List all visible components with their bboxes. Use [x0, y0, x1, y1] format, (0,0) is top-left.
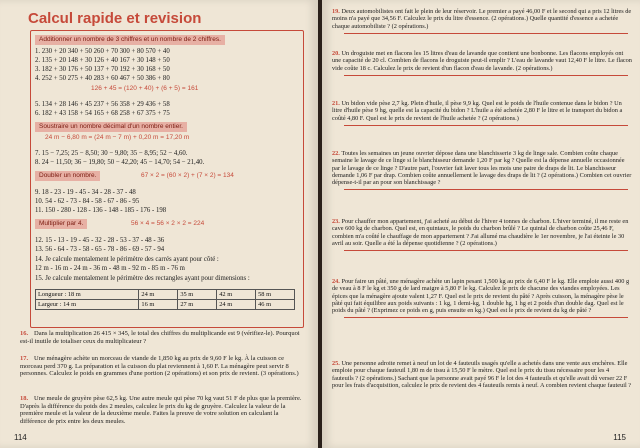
problem-text: Un bidon vide pèse 2,7 kg. Plein d'huile, il pèse 9,9 kg. Quel est le poids de l'huile contenue dans le bidon ? Un litre d'huile pèse 9 hg, quelle est la capacité du bidon ? L'huile a été achetée 2,80 F le litre et le transport du bidon a coûté 4,80 F. Quel est le prix de revient de l'huile achetée ? (2 opérations.) — [332, 100, 623, 122]
exercise-row: 15. Je calcule mentalement le périmètre des rectangles ayant pour dimensions : — [35, 275, 250, 282]
divider — [344, 250, 628, 251]
problem-text: Une ménagère achète un morceau de viande de 1,850 kg au prix de 9,60 F le kg. À la cuisson ce morceau perd 370 g. La préparation et la cuisson du plat reviennent à 1,60 F. La ménagère peut servir 8 personnes. Calculez le poids en grammes d'une portion (2 opérations) et son prix de revient. (3 opérations.) — [20, 355, 299, 377]
divider — [344, 317, 628, 318]
exercise-row: 8. 24 − 11,50; 36 − 19,80; 50 − 42,20; 45 − 14,70; 54 − 21,40. — [35, 159, 205, 166]
problem-text: Dans la multiplication 26 415 × 345, le total des chiffres du multiplicande est 9 (vérifiez-le). Pourquoi est-il inutile de totaliser ceux du multiplicateur ? — [20, 330, 300, 345]
worked-example: 24 m − 6,80 m = (24 m − 7 m) + 0,20 m = 17,20 m — [45, 134, 190, 141]
section-heading-subtraction: Soustraire un nombre décimal d'un nombre entier. — [35, 122, 187, 132]
exercise-row: 4. 252 + 50 275 + 40 283 + 60 467 + 50 386 + 80 — [35, 75, 170, 82]
exercise-row: 1. 230 + 20 340 + 50 260 + 70 300 + 80 570 + 40 — [35, 48, 170, 55]
exercise-box — [30, 30, 304, 328]
table-cell: 24 m — [139, 290, 178, 300]
worked-example: 67 × 2 = (60 × 2) + (7 × 2) = 134 — [141, 172, 234, 179]
problem-text: Un droguiste met en flacons les 15 litres d'eau de lavande que contient une bonbonne. Les flacons employés ont une capacité de 20 cl. Combien de flacons le droguiste peut-il emplir ? L'eau de lavande vaut 12,40 F le litre. Le flacon vide coûte 18 c. Calculez le prix de revient d'un flacon d'eau de lavande. (2 opérations.) — [332, 50, 632, 72]
exercise-row: 13. 56 - 64 - 73 - 58 - 65 - 78 - 86 - 69 - 57 - 94 — [35, 246, 165, 253]
exercise-row: 2. 135 + 20 148 + 30 126 + 40 167 + 30 148 + 50 — [35, 57, 170, 64]
problem-25: 25. Une personne adroite remet à neuf un lot de 4 fauteuils usagés qu'elle a achetés dans une vente aux enchères. Elle emploie pour chaque fauteuil 1,80 m de tissu à 15,50 F le mètre. Quel est le prix du tissu nécessaire pour les 4 fauteuils ? (2 opérations.) Sachant que la personne avait payé 96 F le lot des 4 fauteuils et qu'elle avait dû verser 22 F pour les frais d'acquisition, calculez le prix de revient des 4 fauteuils remis à neuf. A combien revient chaque fauteuil ? — [332, 360, 632, 389]
problem-text: Toutes les semaines un jeune ouvrier dépose dans une blanchisserie 3 kg de linge sale. Combien coûte chaque semaine le lavage de ce linge si le blanchisseur demande 1,20 F par kg ? Quelle est la dépense annuelle occasionnée par le lavage de ce linge ? D'autre part, l'ouvrier fait laver tous les mois une paire de draps de lit. Le blanchisseur demande 1,06 F par drap. Combien coûte annuellement le lavage des draps de lit ? (2 opérations.) Combien cet ouvrier dépense-t-il par an pour son blanchissage ? — [332, 150, 632, 187]
problem-24: 24. Pour faire un pâté, une ménagère achète un lapin pesant 1,500 kg au prix de 6,40 F le kg. Elle emploie aussi 400 g de veau à 8 F le kg et 350 g de lard maigre à 5,80 F le kg. Calculez le prix de chacune des viandes employées. Les épices que la ménagère ajoute valent 1,27 F. Quel est le prix de revient du pâté ? Après cuisson, la ménagère pèse le pâté qui fait équilibre aux poids suivants : 1 kg, 1 demi-kg, 1 double hg, 1 hg et 2 poids d'un double dag. Quel est le poids du pâté ? (Exprimez ce poids en g, puis ensuite en kg.) Quel est le prix de revient du kg de pâté ? — [332, 278, 632, 321]
problem-text: Pour faire un pâté, une ménagère achète un lapin pesant 1,500 kg au prix de 6,40 F le kg. Elle emploie aussi 400 g de veau à 8 F le kg et 350 g de lard maigre à 5,80 F le kg. Calculez le prix de chacune des viandes employées. Les épices que la ménagère ajoute valent 1,27 F. Quel est le prix de revient du pâté ? Après cuisson, la ménagère pèse le pâté qui fait équilibre aux poids suivants : 1 kg, 1 demi-kg, 1 double hg, 1 hg et 2 poids d'un double dag. Quel est le poids du pâté ? (Exprimez ce poids en g, puis ensuite en kg.) Quel est le prix de revient du kg de pâté ? — [332, 278, 630, 315]
divider — [344, 189, 628, 190]
table-row — [36, 300, 295, 310]
divider — [344, 75, 628, 76]
exercise-row: 7. 15 − 7,25; 25 − 8,50; 30 − 9,80; 35 − 8,95; 52 − 4,60. — [35, 150, 188, 157]
exercise-row: 6. 182 + 43 158 + 54 165 + 68 258 + 67 375 + 75 — [35, 110, 170, 117]
rectangle-dimensions-table — [35, 289, 295, 310]
exercise-row: 12. 15 - 13 - 19 - 45 - 32 - 28 - 53 - 37 - 48 - 36 — [35, 237, 165, 244]
table-cell: 46 m — [256, 300, 295, 310]
divider — [344, 33, 628, 34]
section-heading-double: Doubler un nombre. — [35, 171, 100, 181]
table-cell: 35 m — [178, 290, 217, 300]
problem-21: 21. Un bidon vide pèse 2,7 kg. Plein d'huile, il pèse 9,9 kg. Quel est le poids de l'huile contenue dans le bidon ? Un litre d'huile pèse 9 hg, quelle est la capacité du bidon ? L'huile a été achetée 2,80 F le litre et le transport du bidon a coûté 4,80 F. Quel est le prix de revient de l'huile achetée ? (2 opérations.) — [332, 100, 632, 129]
problem-17: 17. Une ménagère achète un morceau de viande de 1,850 kg au prix de 9,60 F le kg. À la cuisson ce morceau perd 370 g. La préparation et la cuisson du plat reviennent à 1,60 F. La ménagère peut servir 8 personnes. Calculez le poids en grammes d'une portion (2 opérations) et son prix de revient. (3 opérations.) — [20, 355, 299, 377]
table-cell: 27 m — [178, 300, 217, 310]
page-number: 115 — [613, 433, 626, 442]
problem-19: 19. Deux automobilistes ont fait le plein de leur réservoir. Le premier a payé 46,00 F et le second qui a pris 12 litres de moins n'a payé que 34,56 F. Calculez le prix du litre d'essence. (2 opérations.) Quelle quantité d'essence a achetée chaque automobiliste ? (2 opérations.) — [332, 8, 632, 37]
left-page — [0, 0, 318, 448]
problem-text: Une personne adroite remet à neuf un lot de 4 fauteuils usagés qu'elle a achetés dans une vente aux enchères. Elle emploie pour chaque fauteuil 1,80 m de tissu à 15,50 F le mètre. Quel est le prix du tissu nécessaire pour les 4 fauteuils ? (2 opérations.) Sachant que la personne avait payé 96 F le lot des 4 fauteuils et qu'elle avait dû verser 22 F pour les frais d'acquisition, calculez le prix de revient des 4 fauteuils remis à neuf. A combien revient chaque fauteuil ? — [332, 360, 632, 389]
page-title: Calcul rapide et revision — [28, 10, 202, 27]
worked-example: 126 + 45 = (120 + 40) + (6 + 5) = 161 — [91, 85, 199, 92]
exercise-row: 12 m - 16 m - 24 m - 36 m - 48 m - 92 m - 85 m - 76 m — [35, 265, 185, 272]
exercise-row: 11. 150 - 280 - 128 - 136 - 148 - 185 - 176 - 198 — [35, 207, 167, 214]
section-heading-addition: Additionner un nombre de 3 chiffres et un nombre de 2 chiffres. — [35, 35, 225, 45]
table-cell: 16 m — [139, 300, 178, 310]
right-page — [322, 0, 640, 448]
problem-text: Une meule de gruyère pèse 62,5 kg. Une autre meule qui pèse 70 kg vaut 51 F de plus que la première. D'après la différence du poids des 2 meules, calculez le prix du kg de gruyère. Calculez la valeur de la première meule et la valeur de la deuxième meule. Faites la preuve de votre solution en calculant la différence de prix entre les deux meules. — [20, 395, 302, 425]
table-row — [36, 290, 295, 300]
divider — [344, 125, 628, 126]
problem-16: 16. Dans la multiplication 26 415 × 345, le total des chiffres du multiplicande est 9 (vérifiez-le). Pourquoi est-il inutile de totaliser ceux du multiplicateur ? — [20, 330, 300, 345]
table-cell: 24 m — [217, 300, 256, 310]
table-cell: 58 m — [256, 290, 295, 300]
exercise-row: 3. 182 + 30 176 + 50 137 + 70 192 + 30 168 + 50 — [35, 66, 170, 73]
problem-text: Pour chauffer mon appartement, j'ai acheté au début de l'hiver 4 tonnes de charbon. L'hiver terminé, il me reste en cave 600 kg de charbon. Quel est, en quintaux, le poids du charbon brûlé ? Le quintal de charbon coûte 25,46 F, combien m'a coûté le chauffage de mon appartement ? J'ai allumé ma chaudière le 1er novembre, je l'ai éteinte le 30 avril au soir. Quelle a été la dépense quotidienne ? (2 opérations.) — [332, 218, 629, 247]
page-number: 114 — [14, 433, 27, 442]
exercise-row: 14. Je calcule mentalement le périmètre des carrés ayant pour côté : — [35, 256, 219, 263]
table-cell: Largeur : 14 m — [36, 300, 139, 310]
problem-22: 22. Toutes les semaines un jeune ouvrier dépose dans une blanchisserie 3 kg de linge sale. Combien coûte chaque semaine le lavage de ce linge si le blanchisseur demande 1,20 F par kg ? Quelle est la dépense annuelle occasionnée par le lavage de ce linge ? D'autre part, l'ouvrier fait laver tous les mois une paire de draps de lit. Le blanchisseur demande 1,06 F par drap. Combien coûte annuellement le lavage des draps de lit ? (2 opérations.) Combien cet ouvrier dépense-t-il par an pour son blanchissage ? — [332, 150, 632, 193]
problem-18: 18. Une meule de gruyère pèse 62,5 kg. Une autre meule qui pèse 70 kg vaut 51 F de plus que la première. D'après la différence du poids des 2 meules, calculez le prix du kg de gruyère. Calculez la valeur de la première meule et la valeur de la deuxième meule. Faites la preuve de votre solution en calculant la différence de prix entre les deux meules. — [20, 395, 302, 425]
exercise-row: 10. 54 - 62 - 73 - 84 - 58 - 67 - 86 - 95 — [35, 198, 140, 205]
problem-20: 20. Un droguiste met en flacons les 15 litres d'eau de lavande que contient une bonbonne. Les flacons employés ont une capacité de 20 cl. Combien de flacons le droguiste peut-il emplir ? L'eau de lavande vaut 12,40 F le litre. Le flacon vide coûte 18 c. Calculez le prix de revient d'un flacon d'eau de lavande. (2 opérations.) — [332, 50, 632, 79]
worked-example: 56 × 4 = 56 × 2 × 2 = 224 — [131, 220, 205, 227]
problem-text: Deux automobilistes ont fait le plein de leur réservoir. Le premier a payé 46,00 F et le second qui a pris 12 litres de moins n'a payé que 34,56 F. Calculez le prix du litre d'essence. (2 opérations.) Quelle quantité d'essence a achetée chaque automobiliste ? (2 opérations.) — [332, 8, 632, 30]
problem-23: 23. Pour chauffer mon appartement, j'ai acheté au début de l'hiver 4 tonnes de charbon. L'hiver terminé, il me reste en cave 600 kg de charbon. Quel est, en quintaux, le poids du charbon brûlé ? Le quintal de charbon coûte 25,46 F, combien m'a coûté le chauffage de mon appartement ? J'ai allumé ma chaudière le 1er novembre, je l'ai éteinte le 30 avril au soir. Quelle a été la dépense quotidienne ? (2 opérations.) — [332, 218, 632, 254]
table-cell: 42 m — [217, 290, 256, 300]
table-cell: Longueur : 18 m — [36, 290, 139, 300]
section-heading-multiply: Multiplier par 4. — [35, 219, 87, 229]
exercise-row: 9. 18 - 23 - 19 - 45 - 34 - 28 - 37 - 48 — [35, 189, 136, 196]
exercise-row: 5. 134 + 28 146 + 45 237 + 56 358 + 29 436 + 58 — [35, 101, 170, 108]
